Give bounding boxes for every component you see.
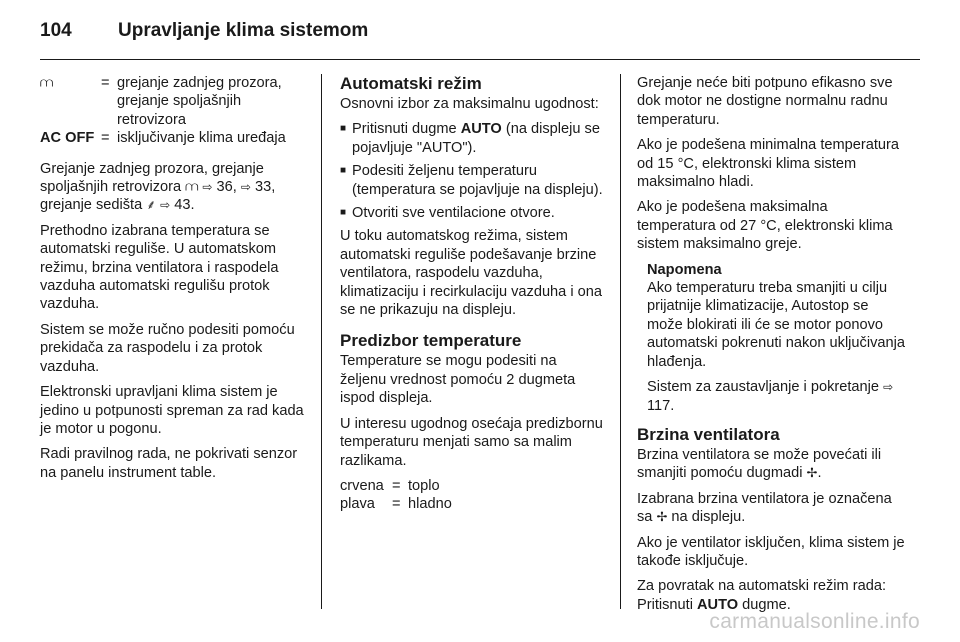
list-item: ■ Pritisnuti dugme AUTO (na displeju se pojavljuje "AUTO"). (340, 121, 600, 156)
definition-text: isključivanje klima uređaja (117, 130, 286, 147)
reference-arrow-icon: ⇨ (240, 180, 251, 195)
note-title: Napomena (647, 261, 722, 278)
column-3 (637, 74, 907, 621)
paragraph: U toku automatskog režima, sistem automatski reguliše podešavanje brzine ventilatora, raspodelu vazduha, klimatizaciju i recirkulaciju vazduha i ona se ne prikazuju na displeju. (340, 228, 602, 319)
paragraph: Ako je podešena maksimalna temperatura od 27 °C, elektronski klima sistem maksimalno greje. (637, 199, 893, 253)
definition-blue: plava = hladno (340, 496, 452, 513)
list-item: ■ Otvoriti sve ventilacione otvore. (340, 205, 555, 222)
paragraph: Grejanje zadnjeg prozora, grejanje spoljašnjih retrovizora ⩋ ⇨ 36, ⇨ 33, grejanje sedišta ⸙ ⇨ 43. (40, 160, 276, 214)
list-item: ■ Podesiti željenu temperaturu (temperatura se pojavljuje na displeju). (340, 163, 603, 198)
paragraph: Izabrana brzina ventilatora je označena sa ✢ na displeju. (637, 490, 892, 526)
reference-arrow-icon: ⇨ (202, 180, 213, 195)
paragraph: Ako temperaturu treba smanjiti u cilju prijatnije klimatizacije, Autostop se može blokirati ili će se motor ponovo automatski pokrenuti nakon uključivanja hlađenja. (647, 280, 905, 370)
paragraph: Ako je podešena minimalna temperatura od 15 °C, elektronski klima sistem maksimalno hladi. (637, 137, 900, 191)
paragraph: Brzina ventilatora se može povećati ili smanjiti pomoću dugmadi ✢. (637, 446, 882, 482)
page-title: Upravljanje klima sistemom (118, 20, 369, 41)
paragraph: Elektronski upravljani klima sistem je jedino u potpunosti spreman za rad kada je motor u pogonu. (40, 384, 304, 437)
section-heading: Brzina ventilatora (637, 424, 780, 444)
paragraph: Radi pravilnog rada, ne pokrivati senzor na panelu instrument table. (40, 446, 298, 481)
paragraph: Temperature se mogu podesiti na željenu vrednost pomoću 2 dugmeta ispod displeja. (340, 353, 576, 407)
fan-icon: ✢ (806, 465, 818, 481)
section-heading: Predizbor temperature (340, 331, 522, 351)
bullet-icon: ■ (340, 165, 347, 177)
reference-arrow-icon: ⇨ (883, 380, 894, 395)
ac-off-label: AC OFF (40, 130, 95, 147)
paragraph: Grejanje neće biti potpuno efikasno sve dok motor ne dostigne normalnu radnu temperaturu. (637, 75, 893, 128)
bullet-icon: ■ (340, 123, 347, 135)
definition-rear-heating: ⩋ = grejanje zadnjeg prozora, grejanje spoljašnjih retrovizora (40, 74, 306, 129)
bullet-icon: ■ (340, 207, 347, 219)
rear-window-heating-icon: ⩋ (185, 179, 199, 195)
definition-red: crvena = toplo (340, 477, 440, 494)
page-header (40, 20, 368, 46)
section-heading: Automatski režim (340, 74, 482, 93)
column-2 (340, 74, 606, 514)
page-number: 104 (40, 20, 72, 41)
reference-arrow-icon: ⇨ (160, 198, 171, 213)
fan-icon: ✢ (656, 509, 668, 525)
column-1 (40, 74, 306, 489)
definition-text: grejanje zadnjeg prozora, grejanje spoljašnjih retrovizora (117, 75, 282, 128)
column-divider-2 (620, 74, 621, 609)
paragraph: Ako je ventilator isključen, klima sistem je takođe isključuje. (637, 534, 905, 569)
paragraph: U interesu ugodnog osećaja predizbornu temperaturu menjati samo sa malim razlikama. (340, 415, 603, 469)
paragraph: Sistem za zaustavljanje i pokretanje ⇨ 117. (647, 379, 894, 414)
paragraph: Osnovni izbor za maksimalnu ugodnost: (340, 96, 599, 112)
paragraph: Sistem se može ručno podesiti pomoću prekidača za raspodelu i za protok vazduha. (40, 321, 295, 375)
watermark: carmanualsonline.info (709, 610, 920, 633)
column-divider-1 (321, 74, 322, 609)
rear-window-heating-icon: ⩋ (40, 75, 54, 90)
note-block (637, 261, 907, 415)
header-rule (40, 59, 920, 60)
definition-ac-off: AC OFF = isključivanje klima uređaja (40, 129, 306, 147)
paragraph: Za povratak na automatski režim rada: Pritisnuti AUTO dugme. (637, 578, 887, 613)
seat-heating-icon: ⸙ (146, 197, 157, 213)
paragraph: Prethodno izabrana temperatura se automatski reguliše. U automatskom režimu, brzina ventilatora i raspodela vazduha automatski regulišu protok vazduha. (40, 222, 279, 313)
